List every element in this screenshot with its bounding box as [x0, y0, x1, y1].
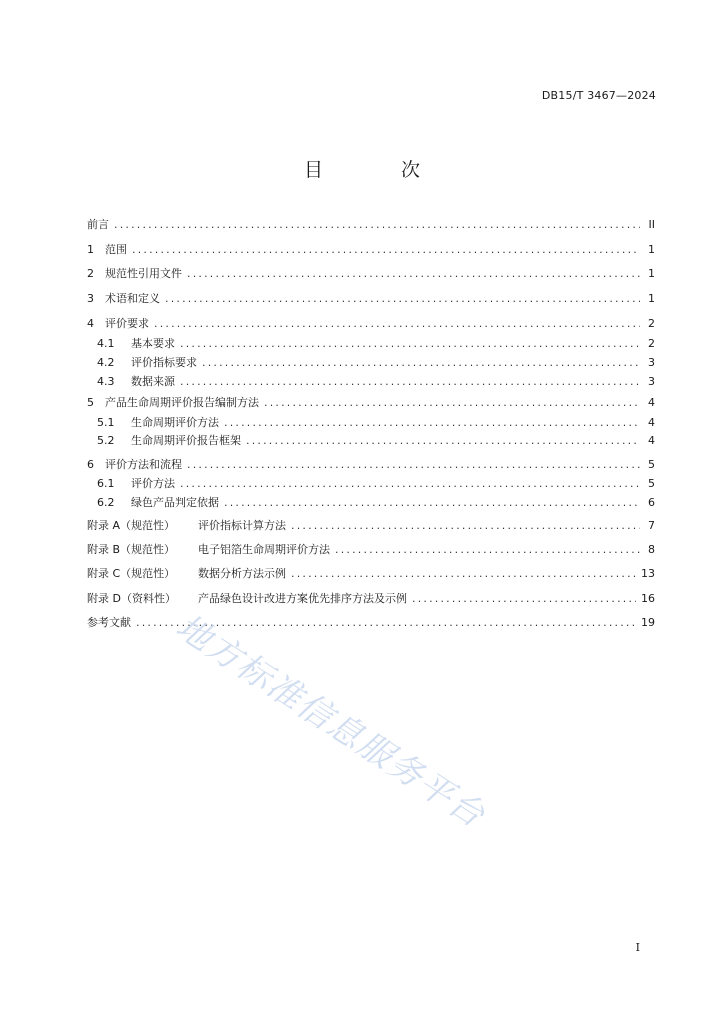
toc-entry-title: 电子铝箔生命周期评价方法: [198, 543, 330, 556]
toc-entry-page: 5: [648, 477, 655, 490]
toc-entry-page: 3: [648, 356, 655, 369]
dot-leader: [335, 542, 640, 558]
toc-entry-page: 13: [641, 567, 655, 580]
toc-entry-number: 5.1: [97, 416, 115, 429]
toc-entry-number: 附录 B（规范性）: [87, 543, 176, 556]
toc-entry-title: 参考文献: [87, 616, 131, 629]
page-number: I: [635, 941, 640, 954]
toc-entry-number: 1: [87, 243, 94, 256]
toc-entry[interactable]: [87, 336, 655, 352]
toc-entry-title: 术语和定义: [105, 292, 160, 305]
toc-entry[interactable]: [87, 316, 655, 332]
toc-entry-number: 2: [87, 267, 94, 280]
toc-entry-number: 6.2: [97, 496, 115, 509]
dot-leader: [187, 457, 640, 473]
dot-leader: [291, 566, 636, 582]
toc-entry-title: 产品生命周期评价报告编制方法: [105, 396, 259, 409]
toc-entry-page: 16: [641, 592, 655, 605]
toc-entry[interactable]: [87, 542, 655, 558]
dot-leader: [180, 476, 640, 492]
toc-entry[interactable]: [87, 495, 655, 511]
toc-entry-title: 评价方法和流程: [105, 458, 182, 471]
toc-entry-number: 4: [87, 317, 94, 330]
toc-entry-page: 1: [648, 267, 655, 280]
toc-entry-title: 评价指标计算方法: [198, 519, 286, 532]
toc-entry-title: 基本要求: [131, 337, 175, 350]
toc-entry[interactable]: [87, 415, 655, 431]
toc-title: 目 次: [303, 159, 457, 181]
toc-entry-page: 2: [648, 337, 655, 350]
toc-entry-title: 评价指标要求: [131, 356, 197, 369]
toc-entry-title: 数据分析方法示例: [198, 567, 286, 580]
dot-leader: [165, 291, 640, 307]
toc-entry-page: 3: [648, 375, 655, 388]
toc-entry[interactable]: [87, 217, 655, 233]
toc-entry[interactable]: [87, 518, 655, 534]
toc-entry-number: 6: [87, 458, 94, 471]
dot-leader: [114, 217, 640, 233]
toc-entry-page: 8: [648, 543, 655, 556]
watermark: 地方标准信息服务平台: [168, 606, 493, 837]
dot-leader: [224, 495, 640, 511]
toc-entry-title: 数据来源: [131, 375, 175, 388]
toc-entry-number: 5.2: [97, 434, 115, 447]
toc-entry-page: 19: [641, 616, 655, 629]
toc-entry-number: 4.3: [97, 375, 115, 388]
toc-entry-page: 5: [648, 458, 655, 471]
toc-entry[interactable]: [87, 374, 655, 390]
toc-entry-number: 5: [87, 396, 94, 409]
toc-entry[interactable]: [87, 433, 655, 449]
toc-entry-number: 附录 C（规范性）: [87, 567, 176, 580]
toc-entry-title: 生命周期评价方法: [131, 416, 219, 429]
toc-entry-page: 6: [648, 496, 655, 509]
toc-entry-title: 产品绿色设计改进方案优先排序方法及示例: [198, 592, 407, 605]
document-code: DB15/T 3467—2024: [541, 89, 656, 102]
toc-entry-page: 2: [648, 317, 655, 330]
toc-entry-page: 4: [648, 416, 655, 429]
dot-leader: [291, 518, 640, 534]
toc-entry-page: 1: [648, 292, 655, 305]
toc-entry[interactable]: [87, 457, 655, 473]
toc-entry-title: 评价要求: [105, 317, 149, 330]
toc-entry[interactable]: [87, 476, 655, 492]
toc-entry-title: 绿色产品判定依据: [131, 496, 219, 509]
toc-entry-page: 4: [648, 434, 655, 447]
toc-entry-number: 3: [87, 292, 94, 305]
toc-entry[interactable]: [87, 615, 655, 631]
toc-entry[interactable]: [87, 591, 655, 607]
toc-entry-title: 评价方法: [131, 477, 175, 490]
toc-entry-page: II: [648, 218, 655, 231]
toc-entry-number: 附录 D（资料性）: [87, 592, 176, 605]
toc-entry[interactable]: [87, 266, 655, 282]
dot-leader: [187, 266, 640, 282]
toc-entry[interactable]: [87, 566, 655, 582]
toc-entry-title: 规范性引用文件: [105, 267, 182, 280]
toc-entry-page: 1: [648, 243, 655, 256]
dot-leader: [412, 591, 636, 607]
dot-leader: [246, 433, 640, 449]
dot-leader: [180, 336, 640, 352]
toc-entry-number: 6.1: [97, 477, 115, 490]
toc-entry-number: 4.2: [97, 356, 115, 369]
toc-entry[interactable]: [87, 395, 655, 411]
toc-entry-page: 7: [648, 519, 655, 532]
toc-entry-number: 4.1: [97, 337, 115, 350]
toc-entry-title: 前言: [87, 218, 109, 231]
toc-entry[interactable]: [87, 242, 655, 258]
toc-entry[interactable]: [87, 355, 655, 371]
toc-entry-page: 4: [648, 396, 655, 409]
dot-leader: [202, 355, 640, 371]
dot-leader: [180, 374, 640, 390]
dot-leader: [154, 316, 640, 332]
dot-leader: [132, 242, 640, 258]
toc-entry[interactable]: [87, 291, 655, 307]
dot-leader: [264, 395, 640, 411]
toc-entry-title: 范围: [105, 243, 127, 256]
dot-leader: [224, 415, 640, 431]
toc-entry-title: 生命周期评价报告框架: [131, 434, 241, 447]
toc-entry-number: 附录 A（规范性）: [87, 519, 176, 532]
